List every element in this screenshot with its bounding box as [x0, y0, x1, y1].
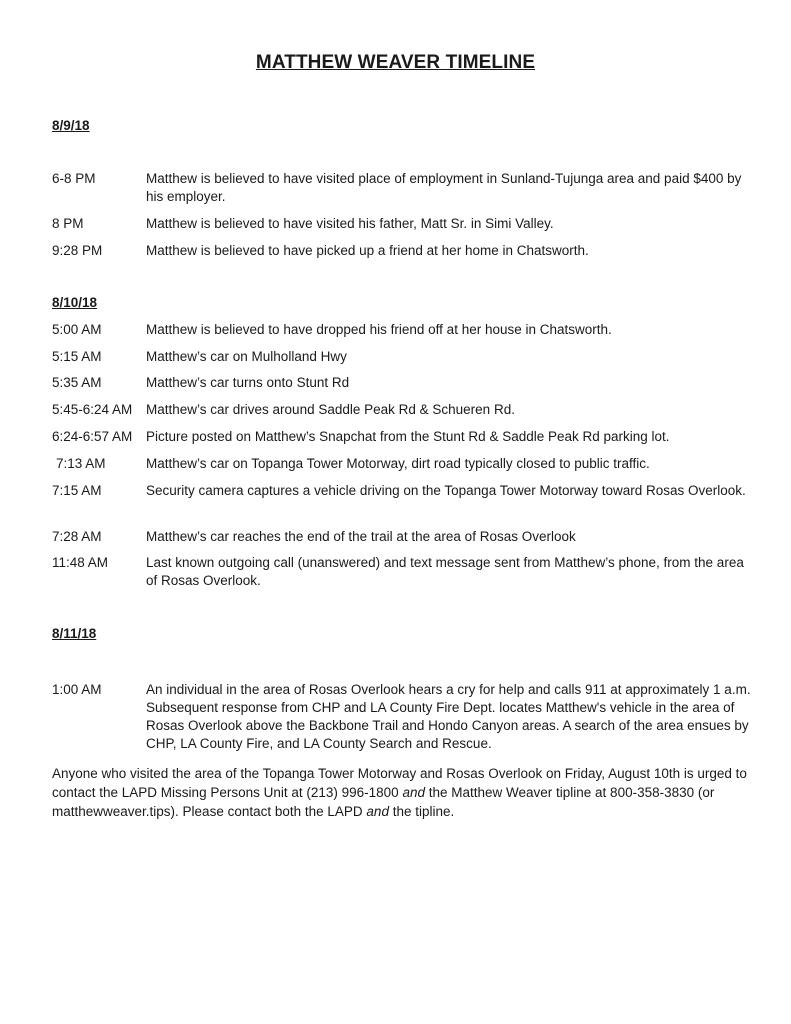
closing-text-part-3: the tipline. — [388, 804, 455, 819]
entry-time: 7:28 AM — [52, 529, 102, 544]
timeline-entry — [52, 554, 752, 590]
timeline-entry — [52, 321, 752, 339]
date-heading-8-9-18: 8/9/18 — [52, 118, 90, 133]
timeline-entry — [52, 348, 752, 366]
entry-time: 6:24-6:57 AM — [52, 429, 133, 444]
entry-text: Last known outgoing call (unanswered) and text message sent from Matthew’s phone, from the area of Rosas Overlook. — [146, 555, 744, 588]
entry-text: Matthew is believed to have picked up a friend at her home in Chatsworth. — [146, 243, 589, 258]
timeline-entry — [52, 170, 752, 206]
entry-text: Matthew is believed to have dropped his friend off at her house in Chatsworth. — [146, 322, 612, 337]
entry-text: Matthew’s car drives around Saddle Peak Rd & Schueren Rd. — [146, 402, 515, 417]
timeline-entry — [52, 482, 752, 500]
closing-text-part-1: Anyone who visited the area of the Topanga Tower Motorway and Rosas Overlook on Friday, August 10th is urged to contact the LAPD Missing Persons Unit at (213) 996-1800 — [52, 766, 747, 800]
timeline-entry — [52, 428, 752, 446]
entry-text: Matthew’s car on Mulholland Hwy — [146, 349, 347, 364]
entry-text: Security camera captures a vehicle driving on the Topanga Tower Motorway toward Rosas Overlook. — [146, 483, 746, 498]
closing-paragraph — [52, 764, 748, 821]
entry-text: Matthew’s car reaches the end of the trail at the area of Rosas Overlook — [146, 529, 576, 544]
entry-time: 7:15 AM — [52, 483, 102, 498]
timeline-entry — [52, 401, 752, 419]
date-heading-8-10-18: 8/10/18 — [52, 295, 98, 310]
entry-text: Picture posted on Matthew’s Snapchat from the Stunt Rd & Saddle Peak Rd parking lot. — [146, 429, 670, 444]
entry-text: Matthew is believed to have visited place of employment in Sunland-Tujunga area and paid $400 by his employer. — [146, 171, 742, 204]
closing-text-part-2: the Matthew Weaver tipline at 800-358-3830 (or matthewweaver.tips). Please contact both the LAPD — [52, 785, 715, 819]
entry-time: 5:35 AM — [52, 375, 102, 390]
entry-time: 7:13 AM — [56, 456, 106, 471]
closing-and-emphasis: and — [402, 785, 425, 800]
timeline-entry — [52, 681, 752, 753]
closing-and-emphasis: and — [366, 804, 389, 819]
entry-text: Matthew is believed to have visited his father, Matt Sr. in Simi Valley. — [146, 216, 554, 231]
timeline-entry — [52, 242, 752, 260]
entry-text: Matthew’s car on Topanga Tower Motorway, dirt road typically closed to public traffic. — [146, 456, 650, 471]
entry-time: 8 PM — [52, 216, 84, 231]
entry-text: An individual in the area of Rosas Overlook hears a cry for help and calls 911 at approximately 1 a.m. Subsequent response from CHP and LA County Fire Dept. locates Matthew's vehicle in the area of Rosas Overlook above the Backbone Trail and Hondo Canyon areas. A search of the area ensues by CHP, LA County Fire, and LA County Search and Rescue. — [146, 682, 751, 751]
date-heading-8-11-18: 8/11/18 — [52, 626, 97, 641]
entry-time: 5:00 AM — [52, 322, 102, 337]
entry-time: 1:00 AM — [52, 682, 102, 697]
timeline-entry — [52, 455, 752, 473]
document-title: MATTHEW WEAVER TIMELINE — [255, 52, 536, 73]
entry-time: 5:15 AM — [52, 349, 102, 364]
entry-time: 6-8 PM — [52, 171, 96, 186]
entry-time: 11:48 AM — [52, 555, 109, 570]
entry-time: 5:45-6:24 AM — [52, 402, 133, 417]
entry-text: Matthew’s car turns onto Stunt Rd — [146, 375, 350, 390]
entry-time: 9:28 PM — [52, 243, 103, 258]
timeline-entry — [52, 374, 752, 392]
timeline-entry — [52, 528, 752, 546]
timeline-entry — [52, 215, 752, 233]
